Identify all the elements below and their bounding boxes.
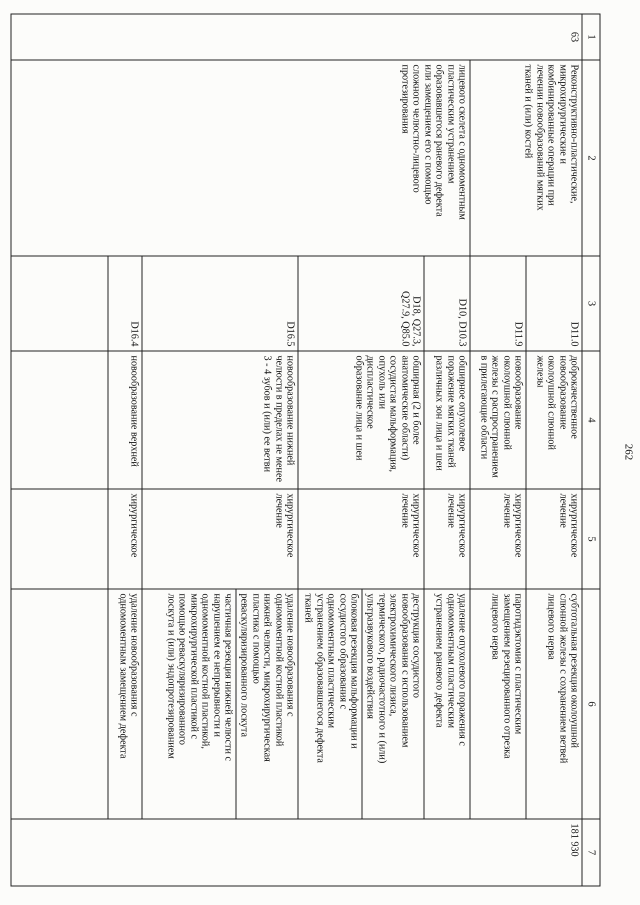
empty-cell xyxy=(11,351,108,489)
treatment-type: хирургическое xyxy=(108,489,142,589)
treatment-method: паротидэктомия с пластическим замещением резецированного отрезка лицевого нерва xyxy=(470,589,526,819)
patient-model: доброкачественное новообразование околоушной слюнной железы xyxy=(526,351,582,489)
empty-cell xyxy=(11,489,108,589)
table-row xyxy=(424,14,470,886)
treatment-method: деструкция сосудистого новообразования с использованием электрохимического лизиса, термического, радиочастотного и (или) ультразвукового воздействия блоковая резекция мальформации и сосудистого образования с одномоментным пластическим устранением образовавшегося дефекта тканей xyxy=(298,589,424,819)
diagnosis-codes: D11.0 xyxy=(526,256,582,351)
treatment-type: хирургическое лечение xyxy=(470,489,526,589)
treatment-type: хирургическое лечение xyxy=(298,489,424,589)
treatment-method: удаление новообразования с одномоментным замещением дефекта xyxy=(108,589,142,819)
diagnosis-codes: D16.5 xyxy=(142,256,298,351)
patient-model: обширная (2 и более анатомические области) сосудистая мальформация, опухоль или диспластическое образование лица и шеи xyxy=(298,351,424,489)
diagnosis-codes: D18, Q27.3, Q27.9, Q85.0 xyxy=(298,256,424,351)
patient-model: обширное опухолевое поражение мягких тканей различных зон лица и шеи xyxy=(424,351,470,489)
treatment-method: удаление новообразования с одномоментной костной пластикой нижней челюсти, микрохирургическая пластика с помощью реваскуляризированного лоскута частичная резекция нижней челюсти с нарушением ее непрерывности и одномоментной костной пластикой, микрохирургической пластикой с помощью реваскуляризированного лоскута и (или) эндопротезированием xyxy=(142,589,298,819)
table-row xyxy=(526,14,582,886)
procedure-name: Реконструктивно-пластические, микрохирургические и комбинированные операции при лечении новообразований мягких тканей и (или) костей xyxy=(470,60,582,256)
column-number: 7 xyxy=(582,819,600,886)
treatment-type: хирургическое лечение xyxy=(526,489,582,589)
column-number: 5 xyxy=(582,489,600,589)
rotated-page-content xyxy=(1,0,640,905)
diagnosis-codes: D10, D10.3 xyxy=(424,256,470,351)
treatment-type: хирургическое лечение xyxy=(424,489,470,589)
column-number-row xyxy=(582,14,600,886)
patient-model: новообразование верхней xyxy=(108,351,142,489)
empty-cell xyxy=(11,256,108,351)
medical-procedures-table xyxy=(11,14,601,887)
treatment-method: удаление опухолевого поражения с одномоментным пластическим устранением раневого дефекта xyxy=(424,589,470,819)
treatment-method: субтотальная резекция околоушной слюнной железы с сохранением ветвей лицевого нерва xyxy=(526,589,582,819)
page-number: 262 xyxy=(622,443,635,461)
column-number: 1 xyxy=(582,14,600,60)
diagnosis-codes: D11.9 xyxy=(470,256,526,351)
column-number: 3 xyxy=(582,256,600,351)
column-number: 4 xyxy=(582,351,600,489)
procedure-name-continuation: лицевого скелета с одномоментным пластическим устранением образовавшегося раневого дефекта или замещением его с помощью сложного челюстно-лицевого протезирования xyxy=(11,60,470,256)
cost-value: 181 930 xyxy=(11,819,582,886)
diagnosis-codes: D16.4 xyxy=(108,256,142,351)
row-number: 63 xyxy=(11,14,582,60)
column-number: 2 xyxy=(582,60,600,256)
patient-model: новообразование нижней челюсти в пределах не менее 3 - 4 зубов и (или) ее ветви xyxy=(142,351,298,489)
empty-cell xyxy=(11,589,108,819)
treatment-type: хирургическое лечение xyxy=(142,489,298,589)
patient-model: новообразование околоушной слюнной железы с распространением в прилегающие области xyxy=(470,351,526,489)
column-number: 6 xyxy=(582,589,600,819)
